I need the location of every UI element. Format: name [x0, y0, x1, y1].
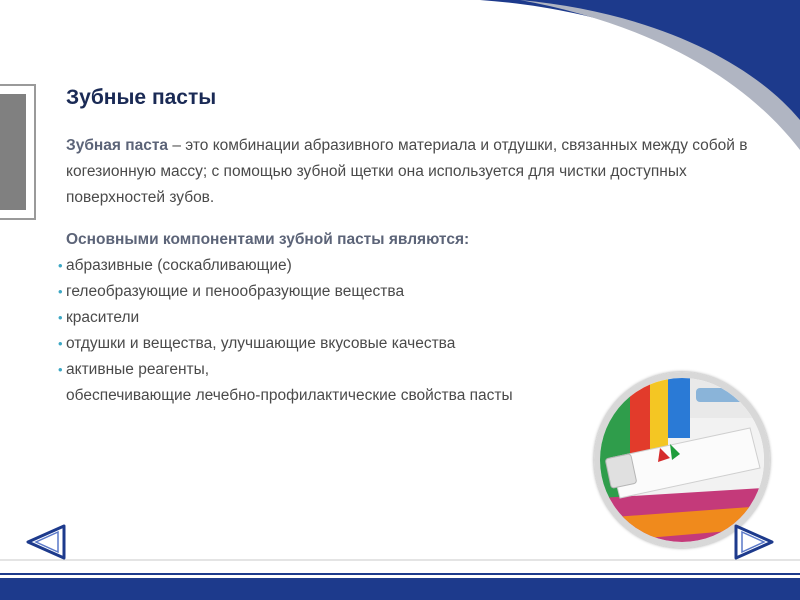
definition-paragraph	[66, 133, 766, 211]
footer-bar	[0, 578, 800, 600]
bullet-icon: •	[58, 258, 63, 273]
list-continuation: обеспечивающие лечебно-профилактические свойства пасты	[66, 387, 513, 404]
bullet-icon: •	[58, 362, 63, 377]
slide-title: Зубные пасты	[66, 86, 217, 109]
list-item-text: отдушки и вещества, улучшающие вкусовые качества	[66, 335, 456, 352]
list-item-text: абразивные (соскабливающие)	[66, 257, 292, 274]
slide-content	[58, 133, 766, 409]
next-slide-button[interactable]	[734, 524, 774, 565]
list-item	[58, 253, 766, 279]
side-decoration	[0, 84, 36, 220]
bullet-icon: •	[58, 284, 63, 299]
side-decoration-block	[0, 94, 26, 210]
components-heading: Основными компонентами зубной пасты являются:	[66, 231, 470, 248]
list-item-text: красители	[66, 309, 140, 326]
toothpaste-photo	[594, 372, 770, 548]
definition-text: – это комбинации абразивного материала и отдушки, связанных между собой в когезионную массу; с помощью зубной щетки она используется для чистки доступных поверхностей зубов.	[66, 137, 748, 206]
arrow-right-icon	[734, 524, 774, 560]
bullet-icon: •	[58, 336, 63, 351]
toothpaste-illustration	[600, 378, 764, 542]
bullet-icon: •	[58, 310, 63, 325]
list-item-text: активные реагенты,	[66, 361, 210, 378]
arrow-left-icon	[26, 524, 66, 560]
definition-term: Зубная паста	[66, 137, 169, 154]
footer-divider	[0, 573, 800, 575]
list-item	[58, 305, 766, 331]
previous-slide-button[interactable]	[26, 524, 66, 565]
list-item	[58, 331, 766, 357]
components-list	[58, 253, 766, 383]
list-item	[58, 279, 766, 305]
list-item-text: гелеобразующие и пенообразующие вещества	[66, 283, 405, 300]
